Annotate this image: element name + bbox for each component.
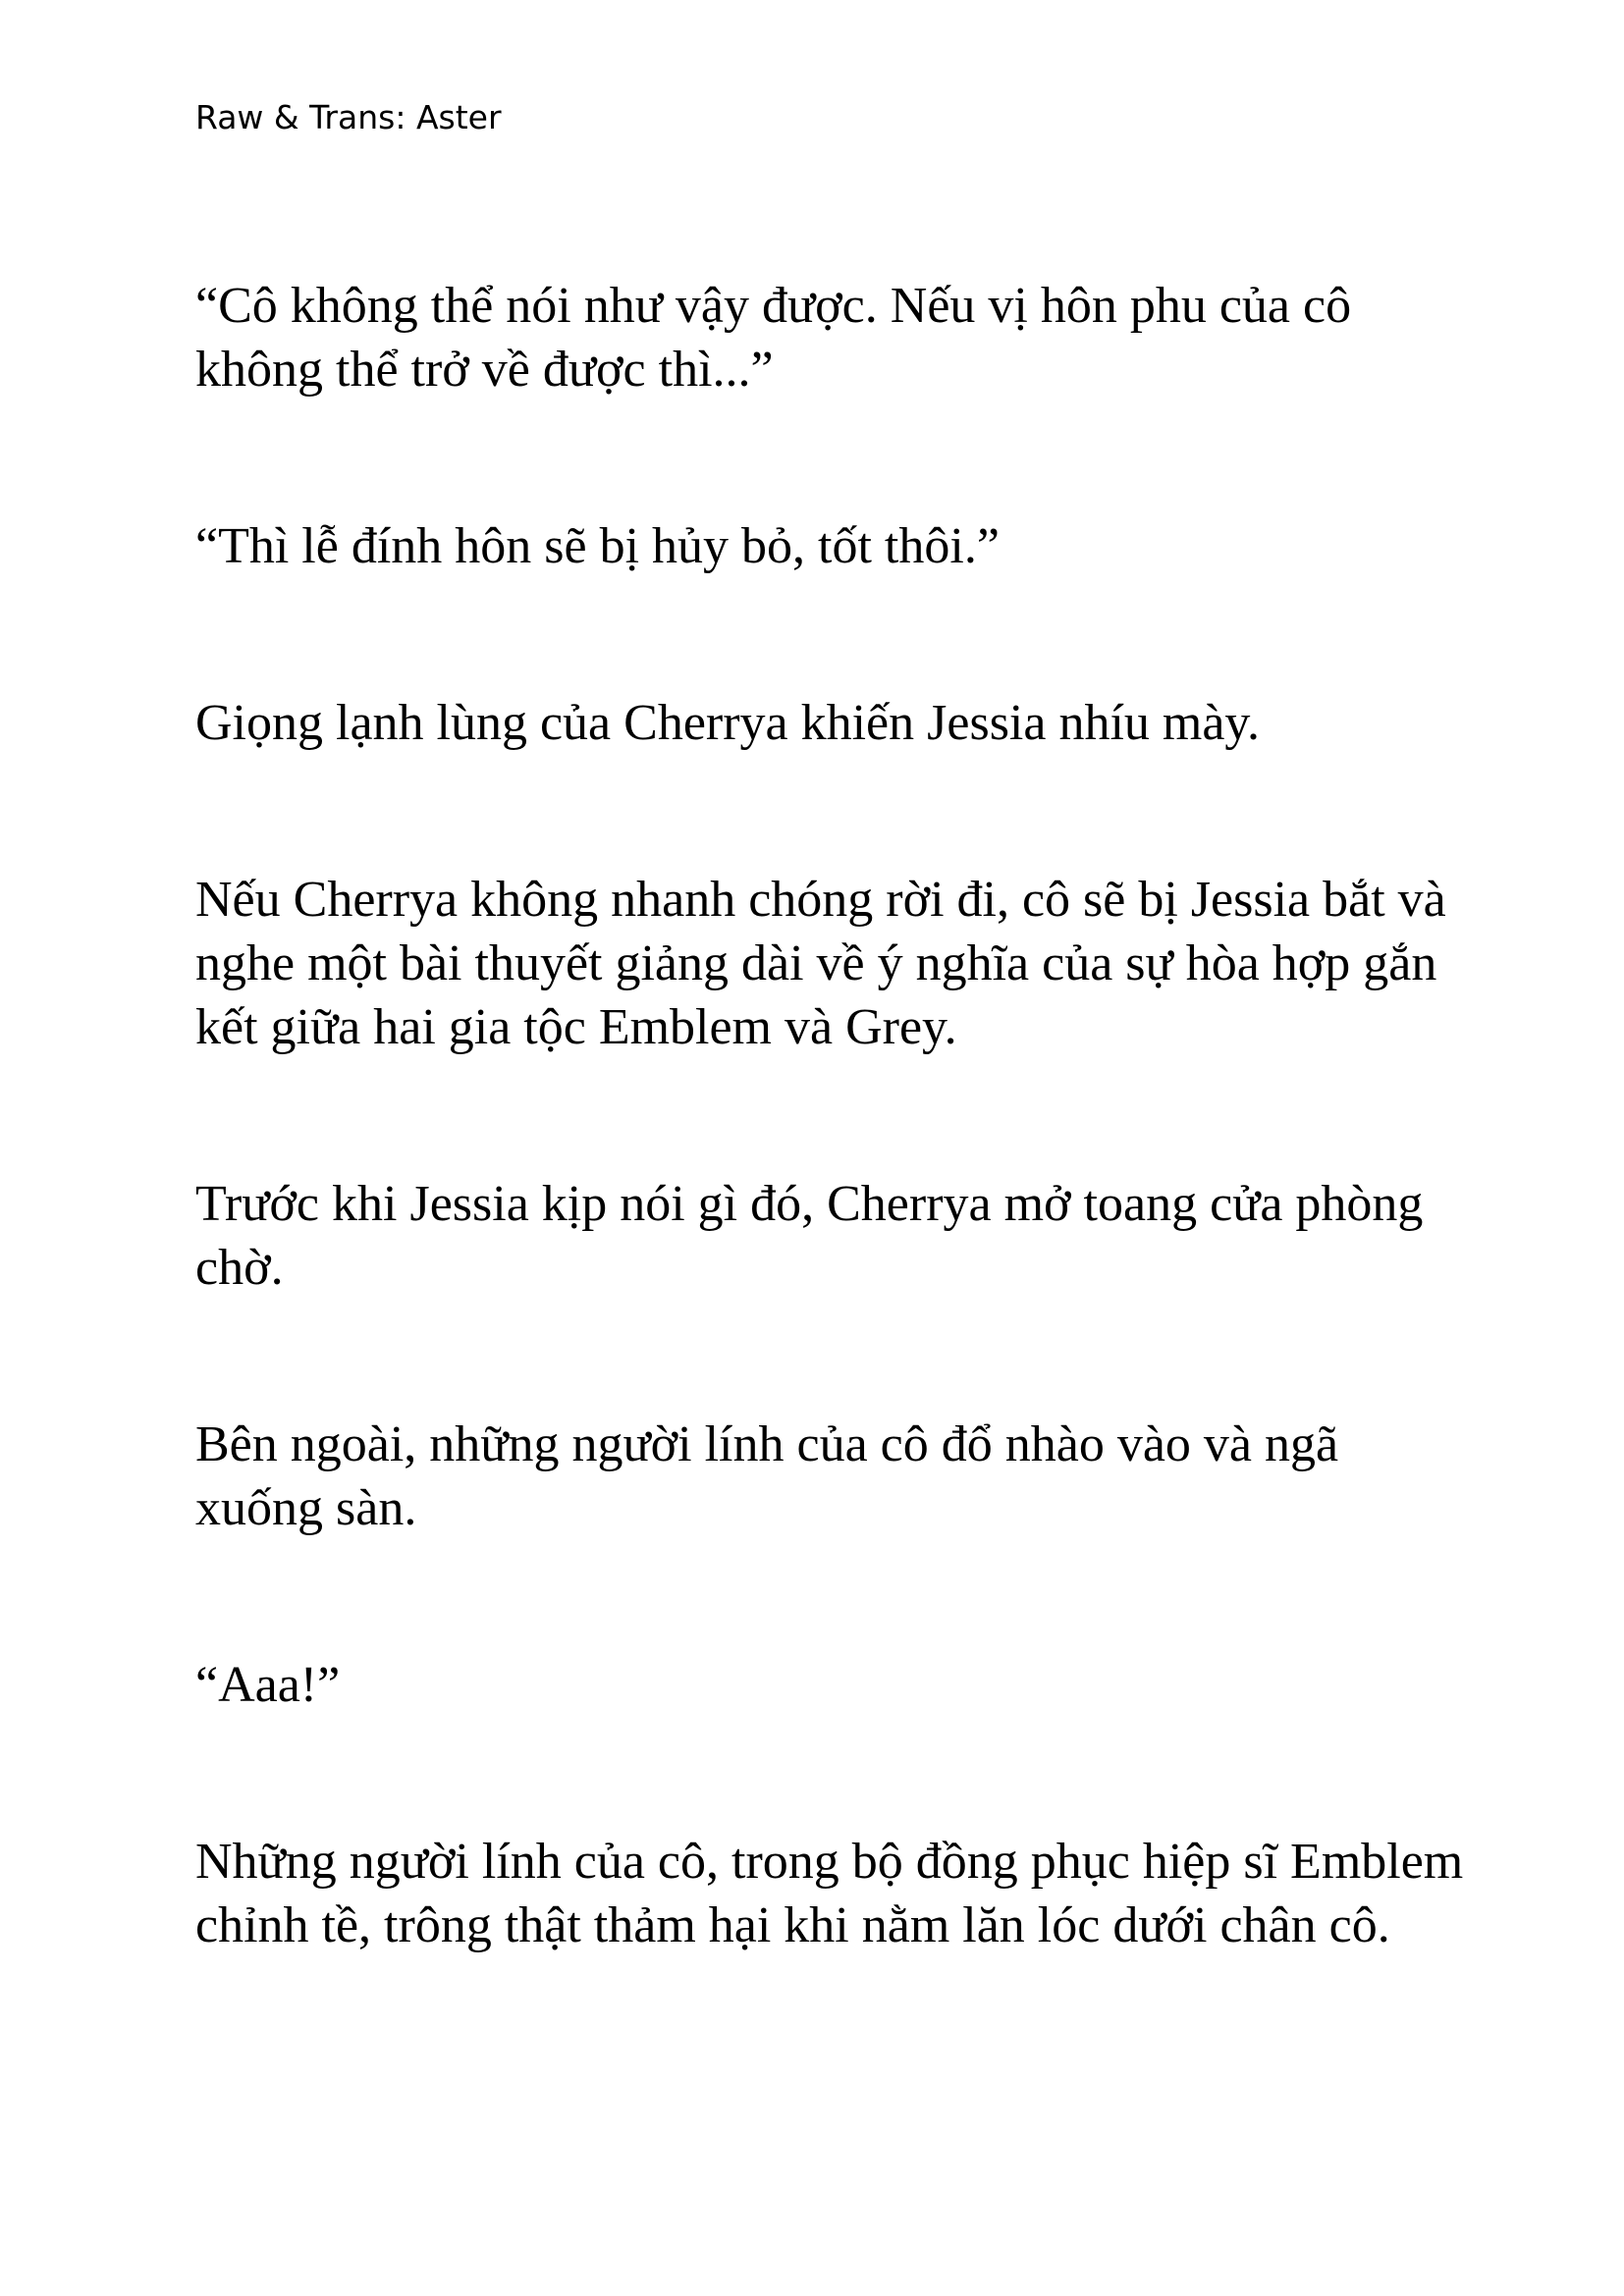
text-line: Bên ngoài, những người lính của cô đổ nhào vào và ngã [195, 1416, 1339, 1472]
text-line: Giọng lạnh lùng của Cherrya khiến Jessia nhíu mày. [195, 695, 1261, 751]
paragraph [195, 274, 1462, 401]
paragraph [195, 1653, 1462, 1717]
paragraph [195, 691, 1462, 755]
paragraph [195, 868, 1462, 1059]
text-line: nghe một bài thuyết giảng dài về ý nghĩa của sự hòa hợp gắn [195, 935, 1437, 991]
paragraph [195, 1830, 1462, 1957]
text-line: không thể trở về được thì...” [195, 342, 774, 398]
paragraph [195, 1413, 1462, 1540]
paragraph [195, 514, 1462, 578]
text-line: Nếu Cherrya không nhanh chóng rời đi, cô sẽ bị Jessia bắt và [195, 872, 1446, 928]
translator-credit-header: Raw & Trans: Aster [195, 98, 502, 136]
text-line: “Thì lễ đính hôn sẽ bị hủy bỏ, tốt thôi.” [195, 518, 1000, 574]
paragraph [195, 1172, 1462, 1300]
text-line: “Aaa!” [195, 1657, 341, 1713]
text-line: chỉnh tề, trông thật thảm hại khi nằm lăn lóc dưới chân cô. [195, 1897, 1390, 1953]
text-line: Những người lính của cô, trong bộ đồng phục hiệp sĩ Emblem [195, 1834, 1464, 1890]
text-line: “Cô không thể nói như vậy được. Nếu vị hôn phu của cô [195, 278, 1352, 334]
document-body [195, 274, 1462, 2070]
text-line: xuống sàn. [195, 1480, 417, 1536]
text-line: Trước khi Jessia kịp nói gì đó, Cherrya mở toang cửa phòng [195, 1176, 1424, 1232]
text-line: kết giữa hai gia tộc Emblem và Grey. [195, 999, 957, 1055]
text-line: chờ. [195, 1240, 284, 1296]
